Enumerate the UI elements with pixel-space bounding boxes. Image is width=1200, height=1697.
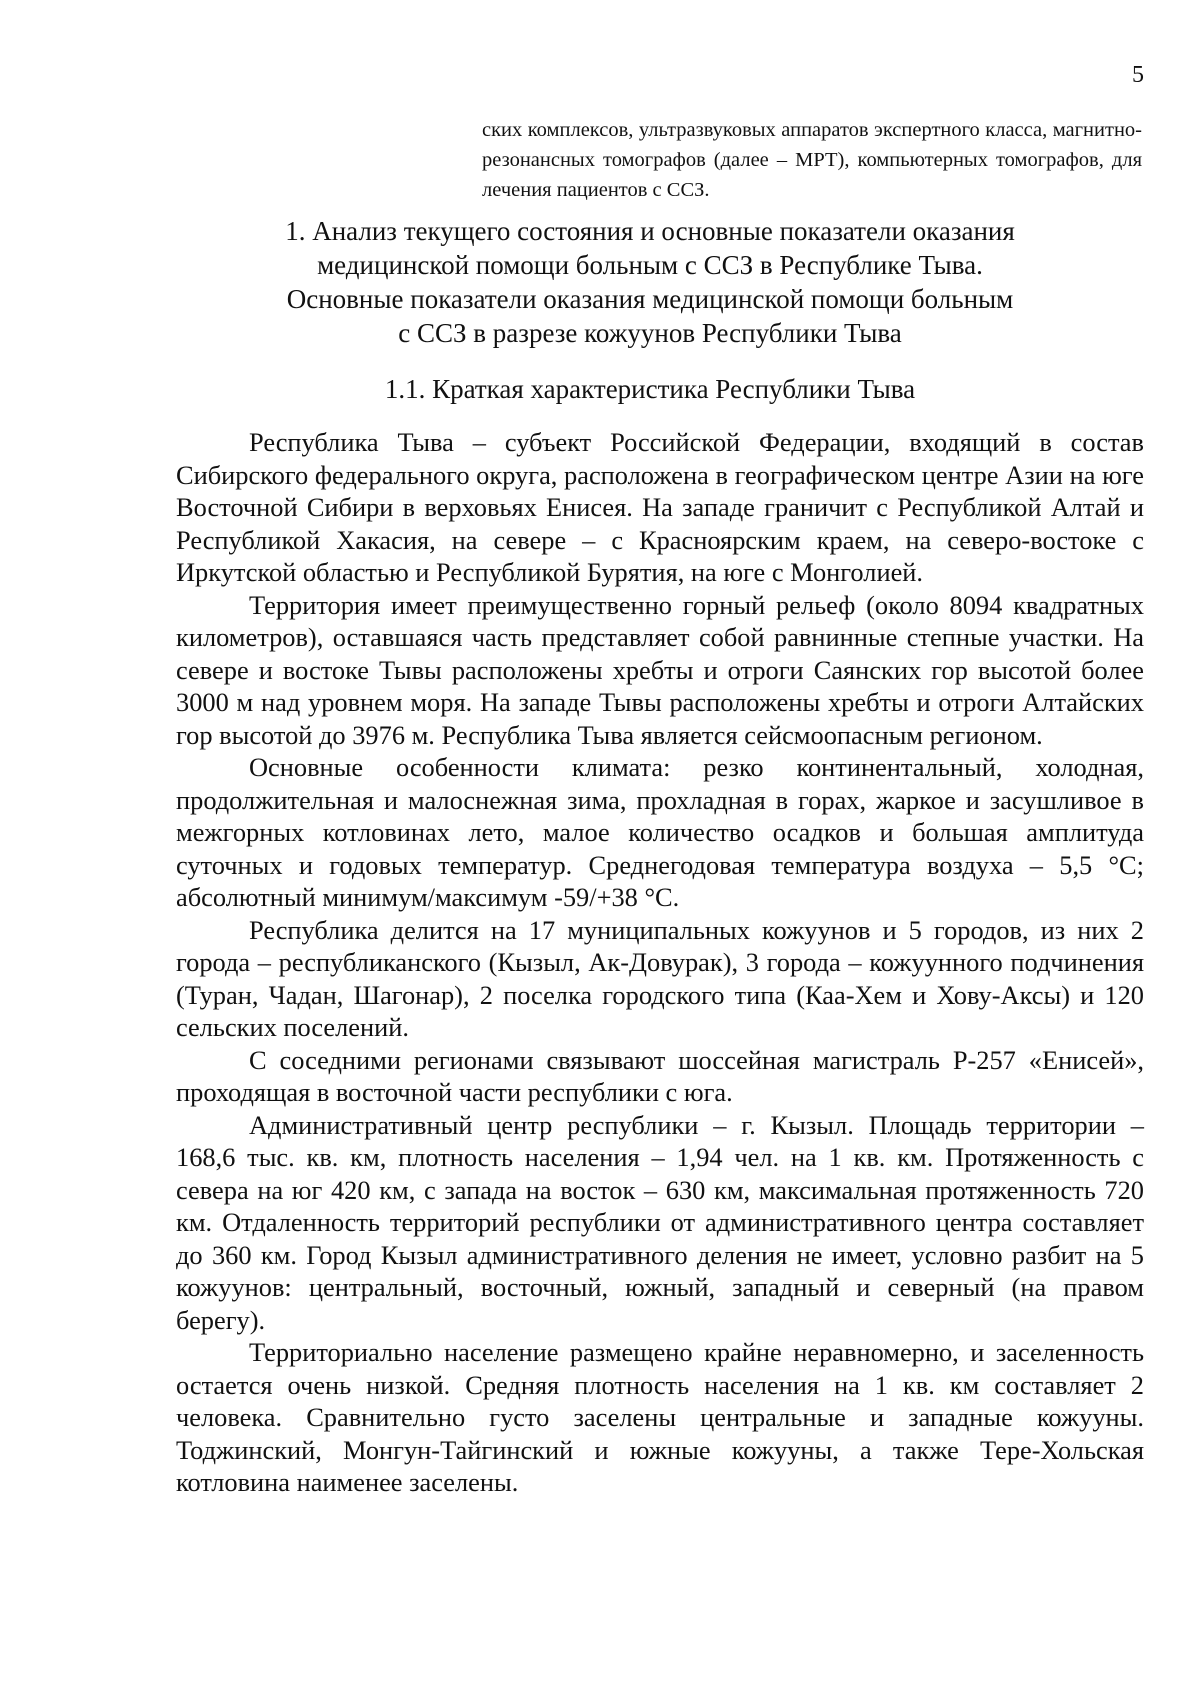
paragraph-climate: Основные особенности климата: резко континентальный, холодная, продолжительная и малоснежная зима, прохладная в горах, жаркое и засушливое в межгорных котловинах лето, малое количество осадков и большая амплитуда суточных и годовых температур. Среднегодовая температура воздуха – 5,5 °С; абсолютный минимум/максимум -59/+38 °С. xyxy=(176,752,1144,912)
page-number: 5 xyxy=(1132,62,1144,88)
paragraph-relief: Территория имеет преимущественно горный рельеф (около 8094 квадратных километров), оставшаяся часть представляет собой равнинные степные участки. На севере и востоке Тывы расположены хребты и отроги Саянских гор высотой более 3000 м над уровнем моря. На западе Тывы расположены хребты и отроги Алтайских гор высотой до 3976 м. Республика Тыва является сейсмоопасным регионом. xyxy=(176,589,1144,750)
section-heading-line: 1. Анализ текущего состояния и основные показатели оказания xyxy=(285,216,1015,246)
subsection-heading: 1.1. Краткая характеристика Республики Тыва xyxy=(384,374,916,404)
section-heading xyxy=(170,214,1130,350)
paragraph-capital: Административный центр республики – г. Кызыл. Площадь территории – 168,6 тыс. кв. км, плотность населения – 1,94 чел. на 1 кв. км. Протяженность с севера на юг 420 км, с запада на восток – 630 км, максимальная протяженность 720 км. Отдаленность территорий республики от административного центра составляет до 360 км. Город Кызыл административного деления не имеет, условно разбит на 5 кожуунов: центральный, восточный, южный, западный и северный (на правом берегу). xyxy=(176,1109,1144,1335)
paragraph-roads: С соседними регионами связывают шоссейная магистраль Р-257 «Енисей», проходящая в восточной части республики с юга. xyxy=(176,1044,1144,1107)
section-heading-line: медицинской помощи больным с ССЗ в Республике Тыва. xyxy=(317,250,983,280)
paragraph-location: Республика Тыва – субъект Российской Федерации, входящий в состав Сибирского федерального округа, расположена в географическом центре Азии на юге Восточной Сибири в верховьях Енисея. На западе граничит с Республикой Алтай и Республикой Хакасия, на севере – с Красноярским краем, на северо-востоке с Иркутской областью и Республикой Бурятия, на юге с Монголией. xyxy=(176,427,1144,587)
paragraph-population: Территориально население размещено крайне неравномерно, и заселенность остается очень низкой. Средняя плотность населения на 1 кв. км составляет 2 человека. Сравнительно густо заселены центральные и западные кожууны. Тоджинский, Монгун-Тайгинский и южные кожууны, а также Тере-Хольская котловина наименее заселены. xyxy=(176,1337,1144,1497)
section-heading-line: Основные показатели оказания медицинской помощи больным xyxy=(286,284,1014,314)
body-text xyxy=(176,426,1144,1499)
section-heading-line: с ССЗ в разрезе кожуунов Республики Тыва xyxy=(398,318,902,348)
continuation-paragraph: ских комплексов, ультразвуковых аппаратов экспертного класса, магнитно-резонансных томографов (далее – МРТ), компьютерных томографов, для лечения пациентов с ССЗ. xyxy=(482,119,1142,201)
paragraph-municipalities: Республика делится на 17 муниципальных кожуунов и 5 городов, из них 2 города – республиканского (Кызыл, Ак-Довурак), 3 города – кожуунного подчинения (Туран, Чадан, Шагонар), 2 поселка городского типа (Каа-Хем и Хову-Аксы) и 120 сельских поселений. xyxy=(176,914,1144,1042)
